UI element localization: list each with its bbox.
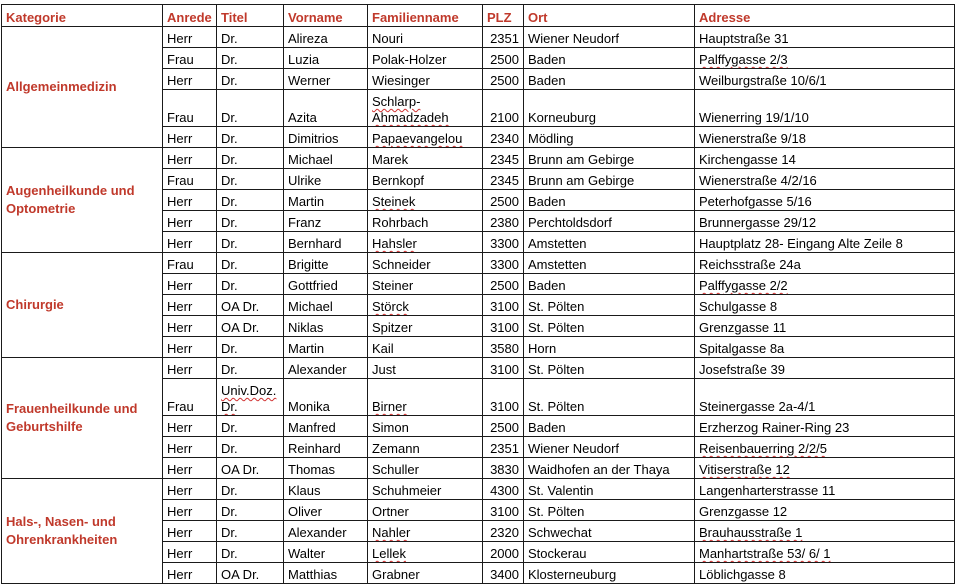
plz-cell: 3580 — [483, 337, 524, 358]
vorname-cell: Ulrike — [284, 169, 368, 190]
vorname-cell: Matthias — [284, 563, 368, 584]
ort-cell: Klosterneuburg — [524, 563, 695, 584]
ort-cell: Baden — [524, 69, 695, 90]
titel-cell: Dr. — [217, 253, 284, 274]
familienname-cell: Polak-Holzer — [368, 48, 483, 69]
titel-cell: Dr. — [217, 232, 284, 253]
adresse-cell: Weilburgstraße 10/6/1 — [695, 69, 955, 90]
titel-cell: Dr. — [217, 416, 284, 437]
plz-cell: 3100 — [483, 295, 524, 316]
anrede-cell: Herr — [163, 232, 217, 253]
vorname-cell: Niklas — [284, 316, 368, 337]
anrede-cell: Herr — [163, 437, 217, 458]
header-titel: Titel — [217, 5, 284, 27]
ort-cell: St. Pölten — [524, 379, 695, 416]
anrede-cell: Herr — [163, 127, 217, 148]
titel-cell: Dr. — [217, 90, 284, 127]
ort-cell: St. Pölten — [524, 358, 695, 379]
plz-cell: 3100 — [483, 379, 524, 416]
adresse-cell: Wienerstraße 9/18 — [695, 127, 955, 148]
vorname-cell: Alexander — [284, 521, 368, 542]
table-row — [2, 27, 955, 48]
familienname-cell: Grabner — [368, 563, 483, 584]
anrede-cell: Herr — [163, 295, 217, 316]
vorname-cell: Manfred — [284, 416, 368, 437]
adresse-cell: Schulgasse 8 — [695, 295, 955, 316]
titel-cell: Dr. — [217, 127, 284, 148]
familienname-cell: Just — [368, 358, 483, 379]
ort-cell: Baden — [524, 416, 695, 437]
anrede-cell: Herr — [163, 190, 217, 211]
ort-cell: Brunn am Gebirge — [524, 169, 695, 190]
ort-cell: St. Pölten — [524, 295, 695, 316]
ort-cell: Baden — [524, 48, 695, 69]
plz-cell: 2351 — [483, 27, 524, 48]
adresse-cell: Grenzgasse 12 — [695, 500, 955, 521]
titel-cell: Dr. — [217, 27, 284, 48]
ort-cell: Amstetten — [524, 232, 695, 253]
ort-cell: Stockerau — [524, 542, 695, 563]
plz-cell: 2345 — [483, 148, 524, 169]
titel-cell: Dr. — [217, 337, 284, 358]
table-row — [2, 358, 955, 379]
doctor-directory-table — [1, 4, 955, 584]
titel-cell: Dr. — [217, 190, 284, 211]
titel-cell: Dr. — [217, 500, 284, 521]
familienname-cell: Steinek — [368, 190, 483, 211]
header-row — [2, 5, 955, 27]
plz-cell: 3100 — [483, 316, 524, 337]
ort-cell: Wiener Neudorf — [524, 437, 695, 458]
familienname-cell: Hahsler — [368, 232, 483, 253]
anrede-cell: Herr — [163, 69, 217, 90]
plz-cell: 2500 — [483, 190, 524, 211]
vorname-cell: Dimitrios — [284, 127, 368, 148]
vorname-cell: Bernhard — [284, 232, 368, 253]
plz-cell: 2100 — [483, 90, 524, 127]
plz-cell: 3830 — [483, 458, 524, 479]
plz-cell: 3100 — [483, 500, 524, 521]
titel-cell: Univ.Doz. Dr. — [217, 379, 284, 416]
adresse-cell: Peterhofgasse 5/16 — [695, 190, 955, 211]
adresse-cell: Spitalgasse 8a — [695, 337, 955, 358]
anrede-cell: Frau — [163, 379, 217, 416]
familienname-cell: Bernkopf — [368, 169, 483, 190]
anrede-cell: Herr — [163, 211, 217, 232]
category-cell: Augenheilkunde und Optometrie — [2, 148, 163, 253]
familienname-cell: Störck — [368, 295, 483, 316]
titel-cell: Dr. — [217, 542, 284, 563]
vorname-cell: Brigitte — [284, 253, 368, 274]
titel-cell: Dr. — [217, 211, 284, 232]
table-row — [2, 253, 955, 274]
adresse-cell: Wienerstraße 4/2/16 — [695, 169, 955, 190]
titel-cell: Dr. — [217, 479, 284, 500]
ort-cell: Horn — [524, 337, 695, 358]
adresse-cell: Hauptplatz 28- Eingang Alte Zeile 8 — [695, 232, 955, 253]
header-vorname: Vorname — [284, 5, 368, 27]
titel-cell: Dr. — [217, 521, 284, 542]
anrede-cell: Herr — [163, 479, 217, 500]
familienname-cell: Schuller — [368, 458, 483, 479]
adresse-cell: Wienerring 19/1/10 — [695, 90, 955, 127]
vorname-cell: Franz — [284, 211, 368, 232]
anrede-cell: Frau — [163, 253, 217, 274]
vorname-cell: Reinhard — [284, 437, 368, 458]
adresse-cell: Kirchengasse 14 — [695, 148, 955, 169]
header-kategorie: Kategorie — [2, 5, 163, 27]
anrede-cell: Herr — [163, 563, 217, 584]
ort-cell: St. Pölten — [524, 500, 695, 521]
ort-cell: Waidhofen an der Thaya — [524, 458, 695, 479]
adresse-cell: Manhartstraße 53/ 6/ 1 — [695, 542, 955, 563]
plz-cell: 2000 — [483, 542, 524, 563]
header-plz: PLZ — [483, 5, 524, 27]
category-cell: Allgemeinmedizin — [2, 27, 163, 148]
ort-cell: Perchtoldsdorf — [524, 211, 695, 232]
plz-cell: 3100 — [483, 358, 524, 379]
adresse-cell: Hauptstraße 31 — [695, 27, 955, 48]
ort-cell: Mödling — [524, 127, 695, 148]
ort-cell: St. Valentin — [524, 479, 695, 500]
adresse-cell: Grenzgasse 11 — [695, 316, 955, 337]
anrede-cell: Frau — [163, 90, 217, 127]
adresse-cell: Erzherzog Rainer-Ring 23 — [695, 416, 955, 437]
anrede-cell: Herr — [163, 416, 217, 437]
plz-cell: 3300 — [483, 253, 524, 274]
anrede-cell: Herr — [163, 148, 217, 169]
adresse-cell: Vitiserstraße 12 — [695, 458, 955, 479]
familienname-cell: Zemann — [368, 437, 483, 458]
vorname-cell: Oliver — [284, 500, 368, 521]
plz-cell: 4300 — [483, 479, 524, 500]
vorname-cell: Gottfried — [284, 274, 368, 295]
plz-cell: 2500 — [483, 69, 524, 90]
plz-cell: 2500 — [483, 48, 524, 69]
anrede-cell: Herr — [163, 358, 217, 379]
ort-cell: Baden — [524, 274, 695, 295]
familienname-cell: Nahler — [368, 521, 483, 542]
adresse-cell: Reichsstraße 24a — [695, 253, 955, 274]
familienname-cell: Birner — [368, 379, 483, 416]
adresse-cell: Josefstraße 39 — [695, 358, 955, 379]
familienname-cell: Simon — [368, 416, 483, 437]
familienname-cell: Kail — [368, 337, 483, 358]
vorname-cell: Walter — [284, 542, 368, 563]
adresse-cell: Brauhausstraße 1 — [695, 521, 955, 542]
header-anrede: Anrede — [163, 5, 217, 27]
titel-cell: OA Dr. — [217, 563, 284, 584]
titel-cell: OA Dr. — [217, 458, 284, 479]
titel-cell: OA Dr. — [217, 316, 284, 337]
plz-cell: 2320 — [483, 521, 524, 542]
familienname-cell: Papaevangelou — [368, 127, 483, 148]
ort-cell: Amstetten — [524, 253, 695, 274]
anrede-cell: Herr — [163, 316, 217, 337]
table-row — [2, 479, 955, 500]
vorname-cell: Martin — [284, 337, 368, 358]
adresse-cell: Löblichgasse 8 — [695, 563, 955, 584]
vorname-cell: Azita — [284, 90, 368, 127]
ort-cell: St. Pölten — [524, 316, 695, 337]
anrede-cell: Frau — [163, 169, 217, 190]
anrede-cell: Herr — [163, 458, 217, 479]
category-cell: Chirurgie — [2, 253, 163, 358]
adresse-cell: Langenharterstrasse 11 — [695, 479, 955, 500]
adresse-cell: Brunnergasse 29/12 — [695, 211, 955, 232]
adresse-cell: Steinergasse 2a-4/1 — [695, 379, 955, 416]
titel-cell: OA Dr. — [217, 295, 284, 316]
familienname-cell: Schlarp-Ahmadzadeh — [368, 90, 483, 127]
anrede-cell: Herr — [163, 521, 217, 542]
anrede-cell: Frau — [163, 48, 217, 69]
vorname-cell: Luzia — [284, 48, 368, 69]
adresse-cell: Palffygasse 2/3 — [695, 48, 955, 69]
vorname-cell: Martin — [284, 190, 368, 211]
anrede-cell: Herr — [163, 500, 217, 521]
category-cell: Hals-, Nasen- und Ohrenkrankheiten — [2, 479, 163, 584]
category-cell: Frauenheilkunde und Geburtshilfe — [2, 358, 163, 479]
plz-cell: 2500 — [483, 416, 524, 437]
anrede-cell: Herr — [163, 542, 217, 563]
plz-cell: 2351 — [483, 437, 524, 458]
familienname-cell: Ortner — [368, 500, 483, 521]
header-adresse: Adresse — [695, 5, 955, 27]
header-familienname: Familienname — [368, 5, 483, 27]
ort-cell: Schwechat — [524, 521, 695, 542]
plz-cell: 2340 — [483, 127, 524, 148]
vorname-cell: Michael — [284, 295, 368, 316]
ort-cell: Brunn am Gebirge — [524, 148, 695, 169]
vorname-cell: Thomas — [284, 458, 368, 479]
familienname-cell: Schneider — [368, 253, 483, 274]
vorname-cell: Monika — [284, 379, 368, 416]
titel-cell: Dr. — [217, 169, 284, 190]
adresse-cell: Palffygasse 2/2 — [695, 274, 955, 295]
familienname-cell: Lellek — [368, 542, 483, 563]
header-ort: Ort — [524, 5, 695, 27]
familienname-cell: Schuhmeier — [368, 479, 483, 500]
plz-cell: 3300 — [483, 232, 524, 253]
anrede-cell: Herr — [163, 337, 217, 358]
vorname-cell: Klaus — [284, 479, 368, 500]
familienname-cell: Rohrbach — [368, 211, 483, 232]
ort-cell: Wiener Neudorf — [524, 27, 695, 48]
titel-cell: Dr. — [217, 48, 284, 69]
familienname-cell: Nouri — [368, 27, 483, 48]
ort-cell: Baden — [524, 190, 695, 211]
familienname-cell: Steiner — [368, 274, 483, 295]
anrede-cell: Herr — [163, 274, 217, 295]
titel-cell: Dr. — [217, 437, 284, 458]
adresse-cell: Reisenbauerring 2/2/5 — [695, 437, 955, 458]
familienname-cell: Spitzer — [368, 316, 483, 337]
vorname-cell: Alireza — [284, 27, 368, 48]
plz-cell: 2380 — [483, 211, 524, 232]
anrede-cell: Herr — [163, 27, 217, 48]
vorname-cell: Werner — [284, 69, 368, 90]
titel-cell: Dr. — [217, 148, 284, 169]
familienname-cell: Marek — [368, 148, 483, 169]
plz-cell: 3400 — [483, 563, 524, 584]
plz-cell: 2500 — [483, 274, 524, 295]
table-row — [2, 148, 955, 169]
titel-cell: Dr. — [217, 69, 284, 90]
plz-cell: 2345 — [483, 169, 524, 190]
vorname-cell: Michael — [284, 148, 368, 169]
vorname-cell: Alexander — [284, 358, 368, 379]
titel-cell: Dr. — [217, 358, 284, 379]
familienname-cell: Wiesinger — [368, 69, 483, 90]
ort-cell: Korneuburg — [524, 90, 695, 127]
titel-cell: Dr. — [217, 274, 284, 295]
